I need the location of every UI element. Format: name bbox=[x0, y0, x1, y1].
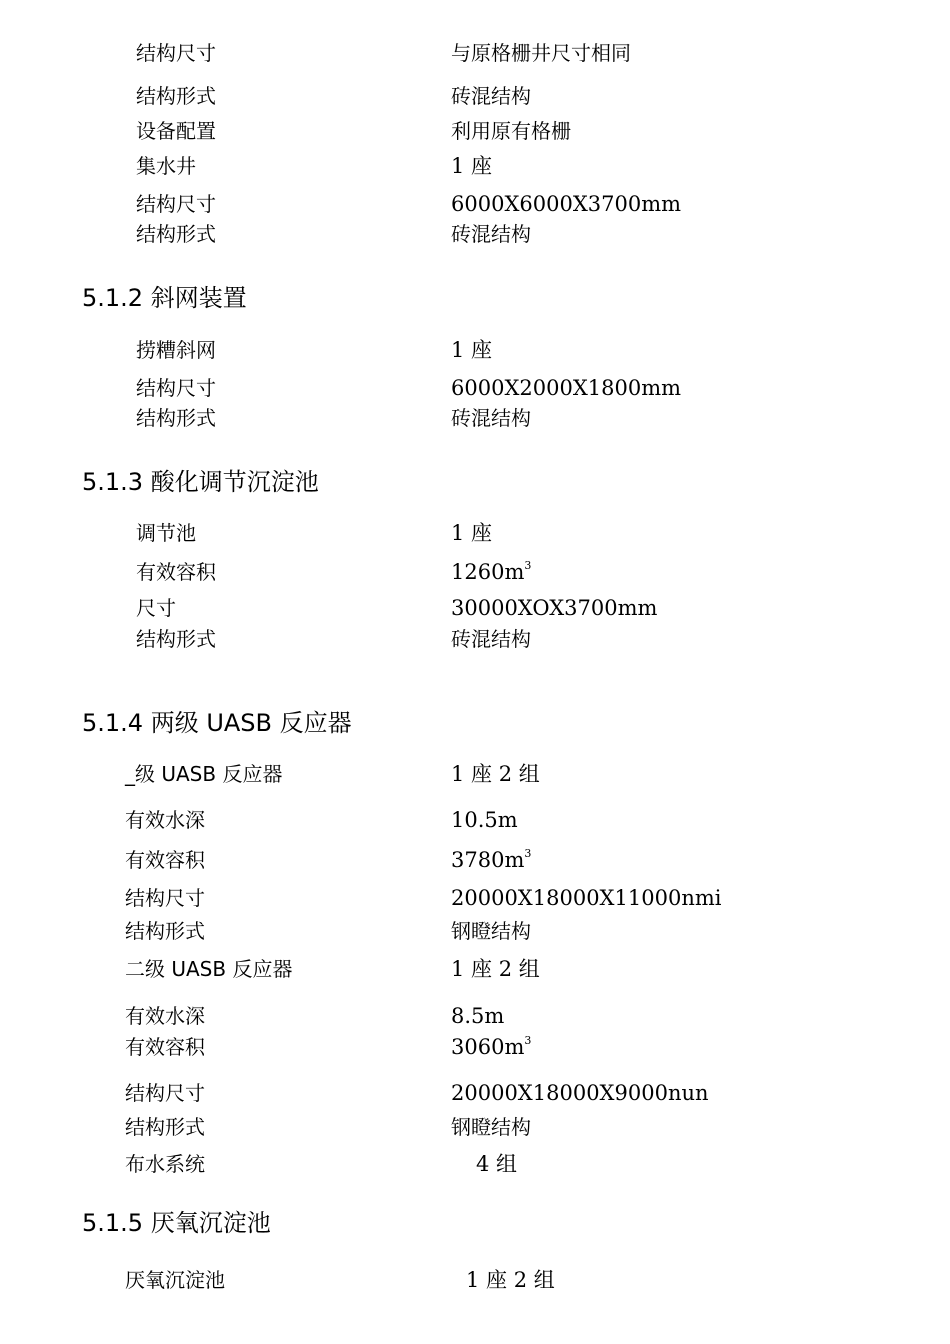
spec-label: _级 UASB 反应器 bbox=[125, 762, 283, 786]
spec-value: 4 组 bbox=[476, 1152, 518, 1176]
spec-value: 砖混结构 bbox=[451, 84, 531, 108]
spec-label: 结构尺寸 bbox=[125, 886, 205, 910]
spec-value: 砖混结构 bbox=[451, 222, 531, 246]
spec-label: 结构形式 bbox=[136, 222, 216, 246]
spec-label: 设备配置 bbox=[136, 119, 216, 143]
spec-label: 布水系统 bbox=[125, 1152, 205, 1176]
spec-label: 调节池 bbox=[136, 521, 196, 545]
volume-number: 1260m bbox=[451, 560, 525, 584]
volume-number: 3060m bbox=[451, 1035, 525, 1059]
spec-value: 30000XOX3700mm bbox=[451, 596, 658, 620]
spec-value: 1 座 2 组 bbox=[451, 762, 540, 786]
spec-label: 结构形式 bbox=[136, 627, 216, 651]
spec-label: 有效容积 bbox=[125, 1035, 205, 1059]
spec-label: 二级 UASB 反应器 bbox=[125, 957, 293, 981]
spec-label: 尺寸 bbox=[136, 596, 176, 620]
spec-value bbox=[451, 846, 531, 874]
spec-label: 结构形式 bbox=[136, 406, 216, 430]
spec-value: 砖混结构 bbox=[451, 627, 531, 651]
unit-superscript: 3 bbox=[524, 559, 532, 572]
section-heading: 5.1.4 两级 UASB 反应器 bbox=[82, 709, 352, 737]
spec-value bbox=[451, 558, 531, 586]
spec-value: 与原格栅井尺寸相同 bbox=[451, 41, 631, 65]
spec-value: 8.5m bbox=[451, 1004, 505, 1028]
unit-superscript: 3 bbox=[524, 847, 532, 860]
spec-label: 结构尺寸 bbox=[136, 41, 216, 65]
volume-number: 3780m bbox=[451, 848, 525, 872]
spec-label: 结构形式 bbox=[136, 84, 216, 108]
spec-value: 6000X2000X1800mm bbox=[451, 376, 682, 400]
spec-label: 有效容积 bbox=[136, 560, 216, 584]
spec-value: 20000X18000X11000nmi bbox=[451, 886, 722, 910]
spec-label: 结构形式 bbox=[125, 919, 205, 943]
spec-value: 钢瞪结构 bbox=[451, 919, 531, 943]
spec-value: 1 座 2 组 bbox=[451, 957, 540, 981]
unit-superscript: 3 bbox=[524, 1034, 532, 1047]
spec-value: 6000X6000X3700mm bbox=[451, 192, 682, 216]
spec-label: 结构尺寸 bbox=[125, 1081, 205, 1105]
spec-value: 1 座 bbox=[451, 154, 493, 178]
spec-label: 结构尺寸 bbox=[136, 192, 216, 216]
spec-value: 砖混结构 bbox=[451, 406, 531, 430]
spec-label: 有效水深 bbox=[125, 808, 205, 832]
spec-value: 利用原有格栅 bbox=[451, 119, 571, 143]
section-heading: 5.1.5 厌氧沉淀池 bbox=[82, 1209, 271, 1237]
section-heading: 5.1.3 酸化调节沉淀池 bbox=[82, 468, 319, 496]
spec-value: 10.5m bbox=[451, 808, 518, 832]
spec-value bbox=[451, 1033, 531, 1061]
spec-label: 有效水深 bbox=[125, 1004, 205, 1028]
spec-value: 钢瞪结构 bbox=[451, 1115, 531, 1139]
spec-value: 20000X18000X9000nun bbox=[451, 1081, 709, 1105]
spec-label: 结构形式 bbox=[125, 1115, 205, 1139]
spec-label: 结构尺寸 bbox=[136, 376, 216, 400]
spec-label: 厌氧沉淀池 bbox=[125, 1268, 225, 1292]
section-heading: 5.1.2 斜网装置 bbox=[82, 284, 247, 312]
spec-label: 捞糟斜网 bbox=[136, 338, 216, 362]
spec-value: 1 座 bbox=[451, 521, 493, 545]
spec-label: 有效容积 bbox=[125, 848, 205, 872]
spec-value: 1 座 2 组 bbox=[466, 1268, 555, 1292]
spec-value: 1 座 bbox=[451, 338, 493, 362]
spec-label: 集水井 bbox=[136, 154, 196, 178]
